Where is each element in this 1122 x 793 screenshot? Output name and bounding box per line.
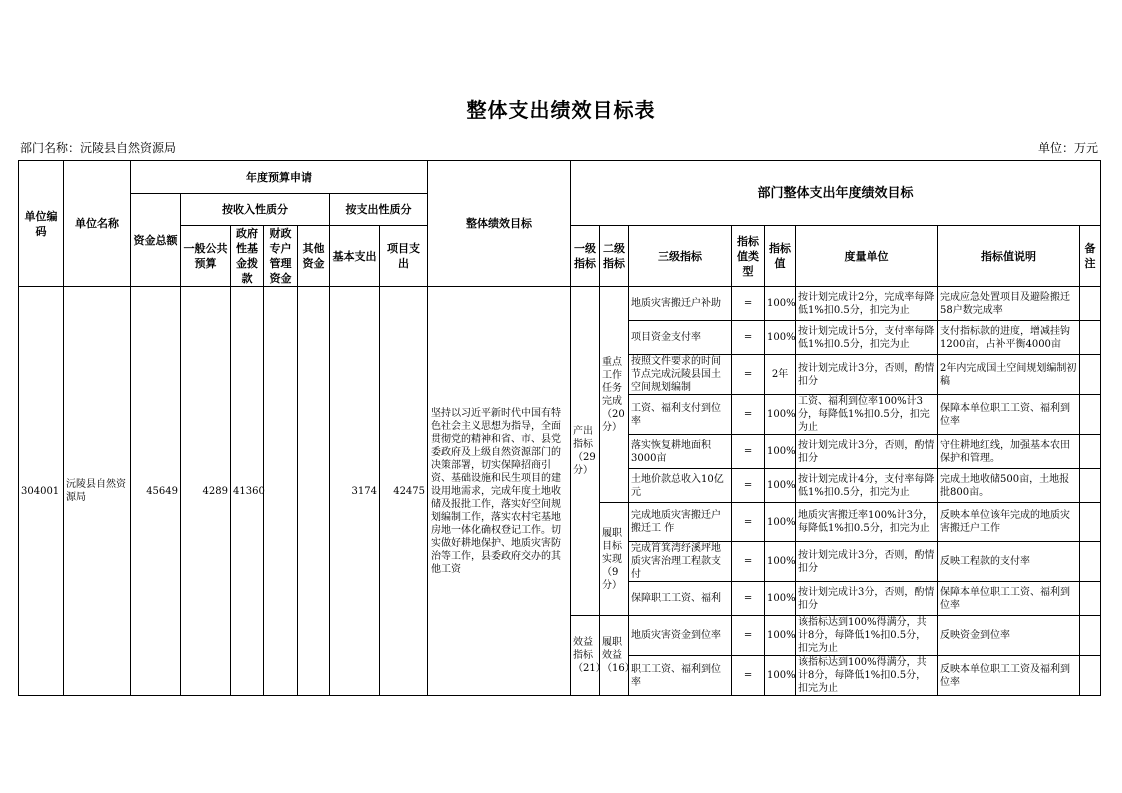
- indicator-type: =: [732, 616, 765, 656]
- header-project-exp: 项目支出: [380, 226, 428, 287]
- indicator-value: 2年: [765, 355, 796, 395]
- department-label: 部门名称：沅陵县自然资源局: [20, 141, 177, 155]
- indicator-value: 100%: [765, 435, 796, 469]
- performance-table: [18, 160, 1101, 696]
- indicator-name: 落实恢复耕地面积3000亩: [629, 435, 732, 469]
- header-lvl3: 三级指标: [629, 226, 732, 287]
- indicator-explain: 支付指标款的进度，增减挂钩1200亩，占补平衡4000亩: [938, 321, 1080, 355]
- header-lvl2: 二级指标: [600, 226, 629, 287]
- indicator-type: =: [732, 469, 765, 503]
- header-dept-goal: 部门整体支出年度绩效目标: [571, 161, 1101, 226]
- header-basic-exp: 基本支出: [330, 226, 380, 287]
- indicator-remark: [1080, 542, 1101, 582]
- header-measure: 度量单位: [796, 226, 938, 287]
- indicator-name: 完成筲箕湾纾溪坪地质灾害治理工程款支付: [629, 542, 732, 582]
- indicator-explain: 反映工程款的支付率: [938, 542, 1080, 582]
- indicator-value: 100%: [765, 395, 796, 435]
- header-total: 资金总额: [131, 194, 181, 287]
- unit-name-cell: 沅陵县自然资源局: [64, 287, 131, 696]
- indicator-remark: [1080, 321, 1101, 355]
- indicator-value: 100%: [765, 542, 796, 582]
- indicator-type: =: [732, 287, 765, 321]
- indicator-measure: 按计划完成计3分，否则，酌情扣分: [796, 435, 938, 469]
- total-cell: 45649: [131, 287, 181, 696]
- group-output: 产出指标（29分）: [571, 287, 600, 616]
- indicator-name: 按照文件要求的时间节点完成沅陵县国土空间规划编制: [629, 355, 732, 395]
- indicator-explain: 2年内完成国土空间规划编制初稿: [938, 355, 1080, 395]
- indicator-type: =: [732, 355, 765, 395]
- indicator-type: =: [732, 542, 765, 582]
- indicator-explain: 反映资金到位率: [938, 616, 1080, 656]
- header-by-income: 按收入性质分: [181, 194, 330, 226]
- indicator-name: 土地价款总收入10亿元: [629, 469, 732, 503]
- indicator-value: 100%: [765, 503, 796, 542]
- indicator-measure: 按计划完成计3分，否则，酌情扣分: [796, 582, 938, 616]
- header-lvl1: 一级指标: [571, 226, 600, 287]
- basic-exp-cell: 3174: [330, 287, 380, 696]
- header-unit-name: 单位名称: [64, 161, 131, 287]
- indicator-measure: 该指标达到100%得满分，共计8分，每降低1%扣0.5分，扣完为止: [796, 656, 938, 696]
- indicator-remark: [1080, 616, 1101, 656]
- group-key-work: 重点工作任务完成（20分）: [600, 287, 629, 503]
- indicator-explain: 保障本单位职工工资、福利到位率: [938, 395, 1080, 435]
- indicator-value: 100%: [765, 321, 796, 355]
- indicator-remark: [1080, 395, 1101, 435]
- indicator-remark: [1080, 435, 1101, 469]
- indicator-measure: 地质灾害搬迁率100%计3分，每降低1%扣0.5分，扣完为止: [796, 503, 938, 542]
- indicator-remark: [1080, 503, 1101, 542]
- indicator-remark: [1080, 355, 1101, 395]
- header-special-fund: 财政专户管理资金: [264, 226, 298, 287]
- overall-goal-cell: 坚持以习近平新时代中国有特色社会主义思想为指导，全面贯彻党的精神和省、市、县党委政府及上级自然资源部门的决策部署，切实保障招商引资、基础设施和民生项目的建设用地需求，完成年度土地收储及报批工作，落实好空间规划编制工作，落实农村宅基地房地一体化确权登记工作。切实做好耕地保护、地质灾害防治等工作，县委政府交办的其他工资: [428, 287, 571, 696]
- indicator-measure: 工资、福利到位率100%计3分，每降低1%扣0.5分，扣完为止: [796, 395, 938, 435]
- header-gov-fund: 政府性基金拨款: [231, 226, 264, 287]
- indicator-explain: 反映本单位该年完成的地质灾害搬迁户工作: [938, 503, 1080, 542]
- indicator-name: 工资、福利支付到位率: [629, 395, 732, 435]
- indicator-explain: 守住耕地红线，加强基本农田保护和管理。: [938, 435, 1080, 469]
- indicator-name: 完成地质灾害搬迁户搬迁工 作: [629, 503, 732, 542]
- header-overall-goal: 整体绩效目标: [428, 161, 571, 287]
- header-other-fund: 其他资金: [298, 226, 330, 287]
- indicator-name: 职工工资、福利到位率: [629, 656, 732, 696]
- project-exp-cell: 42475: [380, 287, 428, 696]
- indicator-measure: 按计划完成计3分，否则，酌情扣分: [796, 542, 938, 582]
- indicator-name: 保障职工工资、福利: [629, 582, 732, 616]
- indicator-value: 100%: [765, 287, 796, 321]
- page-title: 整体支出绩效目标表: [466, 98, 656, 122]
- other-fund-cell: [298, 287, 330, 696]
- indicator-explain: 完成应急处置项目及避险搬迁58户数完成率: [938, 287, 1080, 321]
- indicator-type: =: [732, 321, 765, 355]
- indicator-measure: 按计划完成计4分，支付率每降低1%扣0.5分，扣完为止: [796, 469, 938, 503]
- indicator-explain: 保障本单位职工工资、福利到位率: [938, 582, 1080, 616]
- indicator-remark: [1080, 469, 1101, 503]
- table-row: [19, 287, 1101, 321]
- indicator-remark: [1080, 287, 1101, 321]
- indicator-type: =: [732, 395, 765, 435]
- indicator-name: 地质灾害资金到位率: [629, 616, 732, 656]
- header-remark: 备注: [1080, 226, 1101, 287]
- header-explain: 指标值说明: [938, 226, 1080, 287]
- group-duty-benefit: 履职效益（16）: [600, 616, 629, 696]
- header-value-type: 指标值类型: [732, 226, 765, 287]
- header-general-budget: 一般公共预算: [181, 226, 231, 287]
- indicator-measure: 按计划完成计2分，完成率每降低1%扣0.5分，扣完为止: [796, 287, 938, 321]
- indicator-value: 100%: [765, 616, 796, 656]
- indicator-explain: 反映本单位职工工资及福利到位率: [938, 656, 1080, 696]
- special-fund-cell: [264, 287, 298, 696]
- group-duty-goal: 履职目标实现（9分）: [600, 503, 629, 616]
- group-benefit: 效益指标（21）: [571, 616, 600, 696]
- indicator-measure: 该指标达到100%得满分，共计8分，每降低1%扣0.5分，扣完为止: [796, 616, 938, 656]
- general-budget-cell: 4289: [181, 287, 231, 696]
- gov-fund-cell: 41360: [231, 287, 264, 696]
- unit-label: 单位：万元: [1037, 141, 1098, 155]
- indicator-remark: [1080, 656, 1101, 696]
- header-by-expense: 按支出性质分: [330, 194, 428, 226]
- indicator-value: 100%: [765, 469, 796, 503]
- indicator-measure: 按计划完成计3分，否则，酌情扣分: [796, 355, 938, 395]
- indicator-value: 100%: [765, 656, 796, 696]
- unit-code-cell: 304001: [19, 287, 64, 696]
- indicator-type: =: [732, 656, 765, 696]
- indicator-explain: 完成土地收储500亩，土地报批800亩。: [938, 469, 1080, 503]
- indicator-remark: [1080, 582, 1101, 616]
- indicator-value: 100%: [765, 582, 796, 616]
- indicator-name: 地质灾害搬迁户补助: [629, 287, 732, 321]
- header-value: 指标值: [765, 226, 796, 287]
- indicator-name: 项目资金支付率: [629, 321, 732, 355]
- header-unit-code: 单位编码: [19, 161, 64, 287]
- indicator-type: =: [732, 435, 765, 469]
- indicator-measure: 按计划完成计5分，支付率每降低1%扣0.5分，扣完为止: [796, 321, 938, 355]
- indicator-type: =: [732, 503, 765, 542]
- header-annual-budget: 年度预算申请: [131, 161, 428, 194]
- indicator-type: =: [732, 582, 765, 616]
